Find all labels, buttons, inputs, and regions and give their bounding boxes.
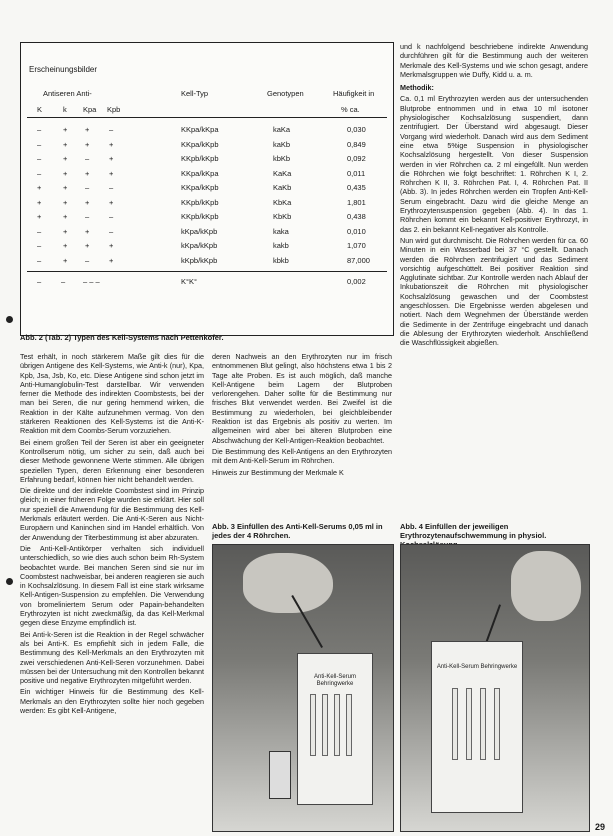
cell-typ: KKpa/kKpa: [181, 125, 219, 134]
column-3-intro: und k nachfolgend beschriebene indirekte Anwendung durchführen gilt für die Bestimmung auch der weiteren Merkmale des Kell-Systems und wie schon gesagt, andere Merkmalsgruppen wie Duffy, Kidd u. a. m.: [400, 42, 588, 79]
cell-k: –: [37, 125, 42, 134]
cell-geno: KaKb: [273, 183, 292, 192]
test-tube: [452, 688, 458, 760]
methodik-heading: Methodik:: [400, 83, 434, 93]
methodik-paragraph-1: Ca. 0,1 ml Erythrozyten werden aus der untersuchenden Blutprobe entnommen und in etwa 10 ml isotoner physiologischer Kochsalzlösung suspendiert, dann zentrifugiert. Der Überstand wird abgesaugt. Dieser Vorgang wird wiederholt. Danach wird aus dem Sediment eine etwa 5%ige Suspension in physiologischer Kochsalzlösung hergestellt. Von dieser Suspension werden in vier Röhrchen ca. 2 ml eingefüllt. Nun werden die Röhrchen wie folgt beschriftet: 1. Röhrchen K I, 2. Röhrchen K II, 3. Röhrchen Pat. I, 4. Röhrchen Pat. II (Abb. 3). In jedes Röhrchen werden ein Tropfen Anti-Kell-Serum eingebracht. Dazu wird die gleiche Menge an Erythrozytensuspension gegeben (Abb. 4). In das 1. Röhrchen kommt ein bekannt Kell-positiver Erythrozyt, in das 2. ein bekannt Kell-negativer als Kontrolle.: [400, 94, 588, 234]
col1-paragraph: Bei Anti-k-Seren ist die Reaktion in der Regel schwächer als bei Anti-K. Es empfiehlt sich in jedem Falle, die Bestimmung des Kell-Merkmals an den Erythrozyten mit zwei verschiedenen Anti-Kell-Seren vorzunehmen. Dabei müssen bei der Untersuchung mit den Kontrollen bekannt positive und negative Erythrozyten mitgeführt werden.: [20, 629, 204, 686]
test-tube: [346, 694, 352, 756]
col1-paragraph: Die Anti-Kell-Antikörper verhalten sich individuell unterschiedlich, so wie dies auch schon beim Rh-System beobachtet wurde. Bei manchen Seren sind sie nur im Coombstest nachweisbar, bei anderen reagieren sie auch in Kochsalzlösung. In diesem Fall ist eine stark wirksame Kell-Antigen-Suspension zu empfehlen. Die Verwendung von bromeliniertem Serum oder Papain-behandelten Erythrozyten ist nicht zweckmäßig, da das Kell-Merkmal gegen diese Enzyme empfindlich ist.: [20, 543, 204, 628]
methodik-paragraph-2: Nun wird gut durchmischt. Die Röhrchen werden für ca. 60 Minuten in ein Wasserbad bei 37 °C gestellt. Danach werden die Röhrchen zentrifugiert und das Sediment vorsichtig aufgeschüttelt. Bei positiver Reaktion sind Agglutinate sichtbar. Zur Kontrolle werden nach Ablauf der Inkubationszeit die Röhrchen mit physiologischer Kochsalzlösung gewaschen und der Coombstest angeschlossen. Die Ergebnisse werden abgelesen und notiert. Nach dem Wegnehmen der Überstände werden die Sedimente in der Zentrifuge eingebracht und danach die Ablesung der Erythrozyten wiederholt. Anschließend die Waschflüssigkeit abgießen.: [400, 235, 588, 348]
cell-k: –: [37, 139, 42, 149]
cell-geno: KbKb: [273, 212, 292, 221]
cell-geno: kbkb: [273, 255, 289, 265]
figure-4-caption: Abb. 4 Einfüllen der jeweiligen Erythrozytenaufschwemmung in physiol.: [400, 522, 547, 540]
reagent-box: [297, 653, 373, 805]
test-tube: [310, 694, 316, 756]
col2-paragraph: deren Nachweis an den Erythrozyten nur im frisch entnommenen Blut gelingt, also höchstens etwa 1 bis 2 Tage alte Proben. Es ist auch möglich, daß manche Kell-Antigene beim Lagern der Blutproben verlorengehen. Daher sollte für die Bestimmung nur frisches Blut verwendet werden. Bei Zweifel ist die Bestimmung zu wiederholen, bei gleichbleibender Reaktion ist das Ergebnis als positiv zu werten. Im allgemeinen wird aber bei älteren Blutproben eine Abschwächung der Kell-Antigen-Reaktion beobachtet.: [212, 352, 392, 445]
cell-typ: kKpa/kKpb: [181, 241, 218, 250]
cell-typ: KKpb/kKpb: [181, 197, 219, 207]
cell-typ: KKpa/kKpb: [181, 183, 219, 192]
cell-kpb: –: [109, 125, 114, 134]
cell-k: –: [37, 168, 42, 178]
punch-hole-icon: [6, 578, 13, 585]
text-column-2: [212, 352, 392, 477]
cell-k: –: [37, 255, 42, 265]
figure-3-photo: [212, 544, 394, 832]
cell-kpb: +: [109, 197, 114, 207]
cell-kpb: +: [109, 168, 114, 178]
test-tube: [494, 688, 500, 760]
hand-image: [243, 553, 333, 613]
hand-image: [511, 551, 581, 621]
page-number: 29: [594, 822, 605, 832]
cell-k: +: [37, 197, 42, 207]
punch-hole-icon: [6, 316, 13, 323]
cell-kpa: +: [85, 197, 90, 207]
cell-k: –: [37, 154, 42, 163]
kell-type-table: [20, 42, 394, 336]
table-row: [21, 256, 393, 268]
text-column-3: [400, 42, 588, 562]
cell-typ: KKpa/kKpa: [181, 168, 219, 178]
table-row: [21, 241, 393, 253]
cell-k: +: [63, 226, 68, 236]
col2-paragraph: Die Bestimmung des Kell-Antigens an den Erythrozyten mit dem Anti-Kell-Serum im Röhrchen.: [212, 446, 392, 466]
table-row-null: – – – – – K°K° 0,002: [37, 277, 366, 286]
cell-kpb: +: [109, 139, 114, 149]
test-tube: [322, 694, 328, 756]
cell-geno: kaKa: [273, 125, 291, 134]
col1-paragraph: Die direkte und der indirekte Coombstest sind im Prinzip gleich; in einer früheren Folge wurden sie erklärt. Hier soll nur speziell die Anwendung für die Bestimmung des Kell-Merkmals erläutert werden. Die Anti-K-Seren aus Nicht-Europäern und Kaninchen sind im Handel erhältlich. Von der Anwendung der Titerbestimmung ist aber abzuraten.: [20, 486, 204, 542]
cell-freq: 0,011: [347, 168, 366, 178]
cell-freq: 0,435: [347, 183, 366, 192]
cell-typ: kKpa/kKpb: [181, 226, 218, 236]
cell-geno: kaKb: [273, 139, 291, 149]
cell-k: +: [37, 183, 42, 192]
cell-kpb: +: [109, 241, 114, 250]
cell-k: +: [63, 139, 68, 149]
col1-paragraph: Bei einem großen Teil der Seren ist aber ein geeigneter Kontrollserum nötig, um sicher zu sein, daß auch bei dieser Methode gewonnene Werte stimmen. Alle übrigen speziellen Typen, deren Erkennung einer besonderen Erfahrung bedarf, können hier nicht behandelt werden.: [20, 437, 204, 484]
cell-typ: kKpb/kKpb: [181, 255, 218, 265]
cell-typ: KKpb/kKpb: [181, 212, 219, 221]
footer-rule: [27, 271, 387, 272]
table-row: [21, 140, 393, 152]
header-rule: [27, 117, 387, 118]
cell-k: –: [37, 226, 42, 236]
cell-kpa: +: [85, 168, 90, 178]
cell-kpa: +: [85, 241, 90, 250]
cell-kpb: –: [109, 226, 114, 236]
cell-kpb: –: [109, 183, 114, 192]
col1-paragraph: Test erhält, in noch stärkerem Maße gilt dies für die übrigen Antigene des Kell-Systems, wie Anti-k (nur), Kpa, Kpb, Jsa, Jsb, Ko, etc. Diese Antigene sind schon jetzt im Anti-Humanglobulin-Test darstellbar. Wir verwenden ferner die Methode des indirekten Coombstests, bei der man bei Seren, die nur gering hemmend wirken, die Reaktion in der Kälte aufzunehmen vermag. Von den stärkeren Reaktionen des Kell-Systems ist die Anti-K-Reaktion mit dem Coombs-Serum vorzuziehen.: [20, 352, 204, 436]
cell-freq: 0,030: [347, 125, 366, 134]
figure-3-caption: Abb. 3 Einfüllen des Anti-Kell-Serums 0,05 ml in jedes der 4 Röhrchen.: [212, 522, 383, 540]
cell-k: +: [63, 197, 68, 207]
cell-geno: kaka: [273, 226, 289, 236]
header-K: K: [37, 105, 43, 114]
box-label: Anti-Kell-Serum Behringwerke: [436, 664, 518, 670]
cell-freq: 1,070: [347, 241, 366, 250]
header-kpa: Kpa: [83, 105, 97, 114]
table-title: Erscheinungsbilder: [29, 65, 98, 74]
text-column-1: [20, 352, 204, 830]
header-genotypen: Genotypen: [267, 89, 304, 98]
table-row: [21, 125, 393, 137]
cell-freq: 87,000: [347, 255, 370, 265]
antiseren-label: Antiseren Anti-: [43, 89, 92, 98]
cell-geno: kbKb: [273, 154, 291, 163]
cell-kpb: –: [109, 212, 114, 221]
col2-paragraph: Hinweis zur Bestimmung der Merkmale K: [212, 467, 344, 477]
cell-k: +: [63, 168, 68, 178]
cell-kpb: +: [109, 154, 114, 163]
cell-kpa: –: [85, 154, 90, 163]
col1-paragraph: Ein wichtiger Hinweis für die Bestimmung des Kell-Merkmals an den Erythrozyten sollte hier noch gegeben werden: Es gibt Kell-Antigene,: [20, 687, 204, 715]
table-row: [21, 227, 393, 239]
cell-freq: 0,849: [347, 139, 366, 149]
table-row: [21, 169, 393, 181]
cell-kpa: +: [85, 139, 90, 149]
cell-freq: 1,801: [347, 197, 366, 207]
cell-kpa: –: [85, 255, 90, 265]
table-row: [21, 183, 393, 195]
cell-k: +: [37, 212, 42, 221]
test-tube: [466, 688, 472, 760]
cell-geno: KbKa: [273, 197, 292, 207]
cell-k: +: [63, 241, 68, 250]
cell-typ: KKpb/kKpb: [181, 154, 219, 163]
header-k: k: [63, 105, 67, 114]
cell-typ: KKpa/kKpb: [181, 139, 219, 149]
cell-kpa: –: [85, 183, 90, 192]
cell-freq: 0,092: [347, 154, 366, 163]
test-tube: [480, 688, 486, 760]
cell-k: +: [63, 255, 68, 265]
header-kpb: Kpb: [107, 105, 121, 114]
cell-k: +: [63, 212, 68, 221]
cell-kpb: +: [109, 255, 114, 265]
test-tube: [334, 694, 340, 756]
cell-kpa: +: [85, 226, 90, 236]
serum-bottle: [269, 751, 291, 799]
cell-geno: KaKa: [273, 168, 292, 178]
cell-k: –: [37, 241, 42, 250]
cell-geno: kakb: [273, 241, 289, 250]
cell-kpa: +: [85, 125, 90, 134]
header-kell-typ: Kell-Typ: [181, 89, 209, 98]
box-label: Anti-Kell-Serum Behringwerke: [313, 674, 356, 687]
table-row: [21, 198, 393, 210]
table-row: [21, 154, 393, 166]
cell-k: +: [63, 154, 68, 163]
table-row: [21, 212, 393, 224]
cell-k: +: [63, 125, 68, 134]
cell-freq: 0,438: [347, 212, 366, 221]
reagent-box: [431, 641, 523, 813]
header-percent: % ca.: [341, 105, 360, 114]
cell-k: +: [63, 183, 68, 192]
figure-4-photo: [400, 544, 590, 832]
cell-kpa: –: [85, 212, 90, 221]
cell-freq: 0,010: [347, 226, 366, 236]
header-haeufigkeit: Häufigkeit in: [333, 89, 375, 98]
table-caption: Abb. 2 (Tab. 2) Typen des Kell-Systems nach Pettenkofer.: [20, 333, 224, 342]
